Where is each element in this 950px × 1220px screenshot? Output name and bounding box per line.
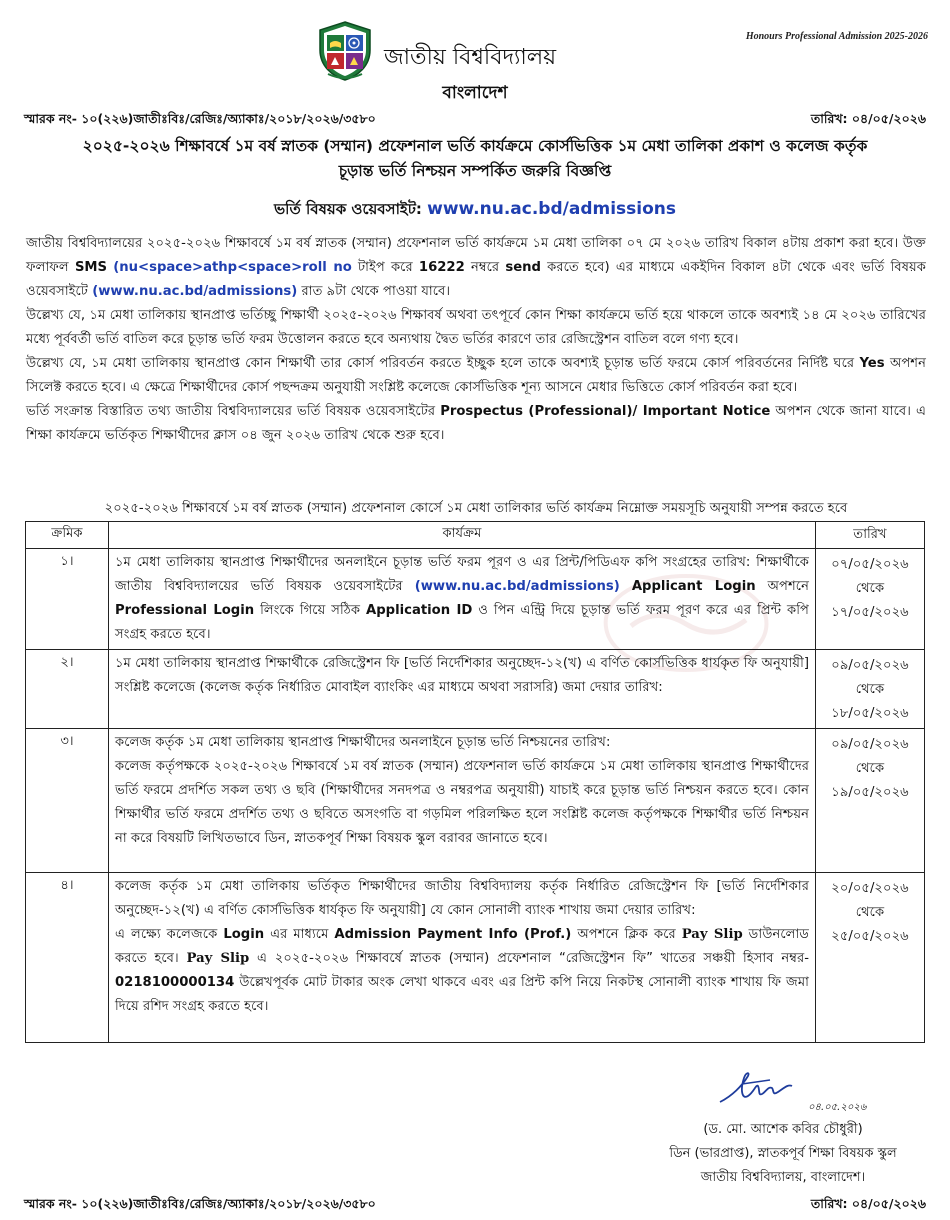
p4-text-a: ভর্তি সংক্রান্ত বিস্তারিত তথ্য জাতীয় বিশ্ববিদ্যালয়ের ভর্তি বিষয়ক ওয়েবসাইটের bbox=[26, 404, 436, 419]
professional-login-label: Professional Login bbox=[115, 603, 255, 618]
row4-text-e: এ ২০২৫-২০২৬ শিক্ষাবর্ষে স্নাতক (সম্মান) প্রফেশনাল “রেজিস্ট্রেশন ফি” খাতের সঞ্চয়ী হিসাব নম্বর- bbox=[257, 951, 809, 966]
program-tag: Honours Professional Admission 2025-2026 bbox=[745, 31, 928, 42]
date-from: ২০/০৫/২০২৬ bbox=[831, 881, 909, 896]
sms-label: SMS bbox=[74, 260, 108, 275]
notice-title bbox=[30, 134, 920, 184]
signatory-name: (ড. মো. আশেক কবির চৌধুরী) bbox=[703, 1122, 863, 1137]
p3-text-b: অপশন সিলেক্ট করতে হবে। এ ক্ষেত্রে শিক্ষার্থীদের কোর্স পছন্দক্রম অনুযায়ী সংশ্লিষ্ট কলেজে কোর্সভিত্তিক শূন্য আসনে মেধার ভিত্তিতে কোর্স পরিবর্তন করা হবে। bbox=[26, 356, 926, 395]
sms-command: nu<space>athp<space>roll no bbox=[119, 260, 352, 275]
p1-text-e: রাত ৯টা থেকে পাওয়া যাবে। bbox=[301, 284, 451, 299]
row3-heading: কলেজ কর্তৃক ১ম মেধা তালিকায় স্থানপ্রাপ্ত শিক্ষার্থীদের অনলাইনে চূড়ান্ত ভর্তি নিশ্চয়নের তারিখ: bbox=[115, 735, 611, 750]
paragraph-double-admission: উল্লেখ্য যে, ১ম মেধা তালিকায় স্থানপ্রাপ্ত ভর্তিচ্ছু শিক্ষার্থী ২০২৫-২০২৬ শিক্ষাবর্ষ অথবা তৎপূর্বে কোন শিক্ষা কার্যক্রমে ভর্তি হয়ে থাকলে তাকে অবশ্যই ১৪ মে ২০২৬ তারিখের মধ্যে পূর্ববর্তী ভর্তি বাতিল করে চূড়ান্ত ভর্তি ফরম উত্তোলন করতে হবে অন্যথায় দ্বৈত ভর্তির কারণে তার রেজিস্ট্রেশন বাতিল বলে গণ্য হবে। bbox=[26, 308, 926, 347]
paragraph-result bbox=[26, 232, 926, 304]
date-to-word: থেকে bbox=[855, 682, 885, 697]
date-to-word: থেকে bbox=[855, 761, 885, 776]
memo-line bbox=[24, 111, 926, 131]
row-serial: ২। bbox=[26, 650, 109, 729]
signature-date: ০৪.০৫.২০২৬ bbox=[808, 1102, 867, 1113]
row-serial: ৪। bbox=[26, 873, 109, 1043]
schedule-table bbox=[25, 521, 925, 1043]
date-to: ১৯/০৫/২০২৬ bbox=[831, 785, 909, 800]
applicant-login-label: Applicant Login bbox=[631, 579, 756, 594]
row-activity: ১ম মেধা তালিকায় স্থানপ্রাপ্ত শিক্ষার্থীকে রেজিস্ট্রেশন ফি [ভর্তি নির্দেশিকার অনুচ্ছেদ-১২(খ) এ বর্ণিত কোর্সভিত্তিক ধার্যকৃত ফি অনুযায়ী] সংশ্লিষ্ট কলেজে (কলেজ কর্তৃক নির্ধারিত মোবাইল ব্যাংকিং এর মাধ্যমে অথবা সরাসরি) জমা দেয়ার তারিখ: bbox=[109, 650, 816, 729]
row1-text: শিক্ষার্থীকে জাতীয় বিশ্ববিদ্যালয়ের ভর্তি বিষয়ক ওয়েবসাইটের bbox=[115, 555, 809, 594]
row-activity bbox=[109, 729, 816, 873]
account-number: 0218100000134 bbox=[115, 975, 235, 990]
row4-text-f: উল্লেখপূর্বক মোট টাকার অংক লেখা থাকবে এবং এর প্রিন্ট কপি নিয়ে নিকটস্থ সোনালী ব্যাংক শাখায় ফি জমা দিয়ে রশিদ সংগ্রহ করতে হবে। bbox=[115, 975, 809, 1014]
country-name: বাংলাদেশ bbox=[442, 83, 508, 103]
paren-open: ( bbox=[113, 260, 120, 275]
date-to: ১৭/০৫/২০২৬ bbox=[831, 605, 909, 620]
payment-info-option: Admission Payment Info (Prof.) bbox=[334, 927, 572, 942]
footer-memo-number: স্মারক নং- ১০(২২৬)জাতীঃবিঃ/রেজিঃ/অ্যাকাঃ/২০১৮/২০২৬/৩৫৮০ bbox=[24, 1196, 376, 1211]
date-from: ০৭/০৫/২০২৬ bbox=[831, 557, 909, 572]
signatory-designation: ডিন (ভারপ্রাপ্ত), স্নাতকপূর্ব শিক্ষা বিষয়ক স্কুল bbox=[669, 1146, 897, 1161]
date-to-word: থেকে bbox=[855, 581, 885, 596]
table-row bbox=[26, 650, 925, 729]
notice-body bbox=[26, 232, 926, 448]
row4-text-a: এ লক্ষ্যে কলেজকে bbox=[115, 927, 218, 942]
signature-icon bbox=[712, 1062, 822, 1114]
row-date bbox=[816, 729, 925, 873]
p1-text-d: করতে হবে) এর মাধ্যমে একইদিন বিকাল ৪টা থেকে এবং ভর্তি বিষয়ক ওয়েবসাইটে bbox=[26, 260, 926, 299]
p3-text-a: উল্লেখ্য যে, ১ম মেধা তালিকায় স্থানপ্রাপ্ত কোন শিক্ষার্থী তার কোর্স পরিবর্তন করতে ইচ্ছুক হলে তাকে অবশ্যই চূড়ান্ত ভর্তি ফরমে কোর্স পরিবর্তনের নির্দিষ্ট ঘরে bbox=[26, 356, 855, 371]
row1-admissions-link[interactable]: (www.nu.ac.bd/admissions) bbox=[414, 579, 620, 594]
row1-text-c: লিংকে গিয়ে সঠিক bbox=[260, 603, 361, 618]
date-to: ২৫/০৫/২০২৬ bbox=[831, 929, 909, 944]
p1-text-a: জাতীয় বিশ্ববিদ্যালয়ের ২০২৫-২০২৬ শিক্ষাবর্ষে ১ম বর্ষ স্নাতক (সম্মান) প্রফেশনাল ভর্তি কার্যক্রমে ১ম মেধা তালিকা ০৭ মে ২০২৬ তারিখ বিকাল ৪টায় প্রকাশ করা হবে। উক্ত ফলাফল bbox=[26, 236, 926, 275]
signatory-org: জাতীয় বিশ্ববিদ্যালয়, বাংলাদেশ। bbox=[700, 1170, 866, 1185]
table-row bbox=[26, 549, 925, 650]
row-activity bbox=[109, 549, 816, 650]
paragraph-course-change bbox=[26, 352, 926, 400]
footer-memo-date: তারিখ: ০৪/০৫/২০২৬ bbox=[810, 1196, 926, 1211]
prospectus-option: Prospectus (Professional)/ Important Notice bbox=[440, 404, 771, 419]
date-to: ১৮/০৫/২০২৬ bbox=[831, 706, 909, 721]
application-id-label: Application ID bbox=[366, 603, 473, 618]
pay-slip-label: Pay Slip bbox=[681, 927, 743, 942]
website-link[interactable]: www.nu.ac.bd/admissions bbox=[427, 199, 676, 219]
table-header-row bbox=[26, 522, 925, 549]
row-date bbox=[816, 873, 925, 1043]
p1-text-b: টাইপ করে bbox=[357, 260, 413, 275]
header-activity: কার্যক্রম bbox=[109, 522, 816, 549]
admissions-link[interactable]: (www.nu.ac.bd/admissions) bbox=[92, 284, 298, 299]
login-label: Login bbox=[223, 927, 265, 942]
university-logo-icon bbox=[314, 20, 376, 82]
row3-text: কলেজ কর্তৃপক্ষকে ২০২৫-২০২৬ শিক্ষাবর্ষে ১ম বর্ষ স্নাতক (সম্মান) প্রফেশনাল ভর্তি কার্যক্রমে ১ম মেধা তালিকায় স্থানপ্রাপ্ত শিক্ষার্থীদের ভর্তি ফরমে প্রদর্শিত সকল তথ্য ও ছবি (শিক্ষার্থীদের সনদপত্র ও নম্বরপত্র অনুযায়ী) যাচাই করে চূড়ান্ত ভর্তি নিশ্চয়ন করতে হবে। কোন শিক্ষার্থীর ভর্তি ফরমে প্রদর্শিত তথ্য ও ছবিতে অসংগতি বা গড়মিল পরিলক্ষিত হলে সংশ্লিষ্ট কলেজ কর্তৃপক্ষকে শিক্ষার্থীর ভর্তি নিশ্চয়ন না করে বিষয়টি লিখিতভাবে ডিন, স্নাতকপূর্ব শিক্ষা বিষয়ক স্কুল বরাবর জানাতে হবে। bbox=[115, 759, 809, 846]
signatory-block bbox=[638, 1118, 928, 1190]
p4-text-b: অপশন থেকে জানা যাবে। এ শিক্ষা কার্যক্রমে ভর্তিকৃত শিক্ষার্থীদের ক্লাস ০৪ জুন ২০২৬ তারিখ থেকে শুরু হবে। bbox=[26, 404, 926, 443]
row1-text-d: ও পিন এন্ট্রি দিয়ে চূড়ান্ত ভর্তি ফরম পূরণ করে এর প্রিন্ট কপি সংগ্রহ করতে হবে। bbox=[115, 603, 809, 642]
header-date: তারিখ bbox=[816, 522, 925, 549]
paragraph-prospectus bbox=[26, 400, 926, 448]
pay-slip-label-2: Pay Slip bbox=[186, 951, 250, 966]
row4-text-d: ডাউনলোড করতে হবে। bbox=[115, 927, 810, 966]
website-label: ভর্তি বিষয়ক ওয়েবসাইট: bbox=[274, 200, 422, 218]
row-date bbox=[816, 549, 925, 650]
row4-text-b: এর মাধ্যমে bbox=[270, 927, 329, 942]
row-serial: ১। bbox=[26, 549, 109, 650]
send-word: send bbox=[505, 260, 541, 275]
table-row bbox=[26, 873, 925, 1043]
sms-number: 16222 bbox=[418, 260, 465, 275]
admission-website-line bbox=[0, 198, 950, 223]
header-serial: ক্রমিক bbox=[26, 522, 109, 549]
yes-option: Yes bbox=[859, 356, 885, 371]
row1-heading: ১ম মেধা তালিকায় স্থানপ্রাপ্ত শিক্ষার্থীদের অনলাইনে চূড়ান্ত ভর্তি ফরম পূরণ ও এর প্রিন্ট/পিডিএফ কপি সংগ্রহের তারিখ: bbox=[115, 555, 751, 570]
memo-date: তারিখ: ০৪/০৫/২০২৬ bbox=[810, 111, 926, 126]
date-from: ০৯/০৫/২০২৬ bbox=[831, 737, 909, 752]
date-from: ০৯/০৫/২০২৬ bbox=[831, 658, 909, 673]
row4-instructions bbox=[115, 923, 809, 1019]
row4-text-c: অপশনে ক্লিক করে bbox=[577, 927, 676, 942]
title-line-1: ২০২৫-২০২৬ শিক্ষাবর্ষে ১ম বর্ষ স্নাতক (সম্মান) প্রফেশনাল ভর্তি কার্যক্রমে কোর্সভিত্তিক ১ম মেধা তালিকা প্রকাশ ও কলেজ কর্তৃক bbox=[82, 137, 868, 155]
row-serial: ৩। bbox=[26, 729, 109, 873]
footer-memo-line bbox=[24, 1196, 926, 1216]
p1-text-c: নম্বরে bbox=[470, 260, 500, 275]
row-date bbox=[816, 650, 925, 729]
university-name: জাতীয় বিশ্ববিদ্যালয় bbox=[384, 45, 557, 70]
schedule-title: ২০২৫-২০২৬ শিক্ষাবর্ষে ১ম বর্ষ স্নাতক (সম্মান) প্রফেশনাল কোর্সে ১ম মেধা তালিকার ভর্তি কার্যক্রম নিম্নোক্ত সময়সূচি অনুযায়ী সম্পন্ন করতে হবে bbox=[104, 501, 848, 516]
row-activity bbox=[109, 873, 816, 1043]
title-line-2: চূড়ান্ত ভর্তি নিশ্চয়ন সম্পর্কিত জরুরি বিজ্ঞপ্তি bbox=[338, 162, 612, 180]
memo-number: স্মারক নং- ১০(২২৬)জাতীঃবিঃ/রেজিঃ/অ্যাকাঃ/২০১৮/২০২৬/৩৫৮০ bbox=[24, 111, 376, 126]
date-to-word: থেকে bbox=[855, 905, 885, 920]
row4-heading: কলেজ কর্তৃক ১ম মেধা তালিকায় ভর্তিকৃত শিক্ষার্থীদের জাতীয় বিশ্ববিদ্যালয় কর্তৃক নির্ধারিত রেজিস্ট্রেশন ফি [ভর্তি নির্দেশিকার অনুচ্ছেদ-১২(খ) এ বর্ণিত কোর্সভিত্তিক ধার্যকৃত ফি অনুযায়ী] যে কোন সোনালী ব্যাংক শাখায় জমা দেয়ার তারিখ: bbox=[115, 879, 809, 918]
row1-text-b: অপশনে bbox=[767, 579, 809, 594]
table-row bbox=[26, 729, 925, 873]
